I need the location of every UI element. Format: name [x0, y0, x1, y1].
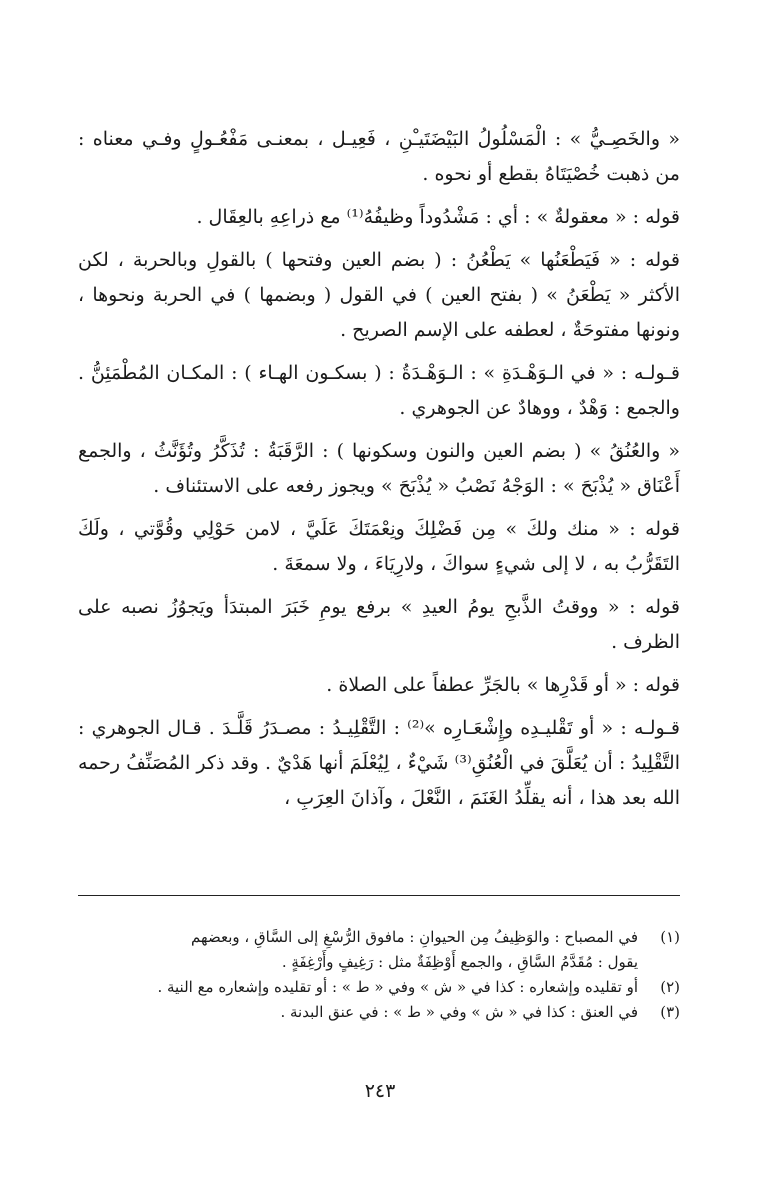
- paragraph-minka-walak: قوله : « منك ولكَ » مِن فَضْلِكَ ونِعْمَتَكَ عَلَيَّ ، لامن حَوْلِي وقُوَّتي ، ولَكَ التَقَرُّبُ به ، لا إلى شيءٍ سواكَ ، ولارِيَاءَ ، ولا سمعَةَ .: [78, 518, 680, 575]
- paragraph-waqt-adh-dhabh: قوله : « ووقتُ الذَّبحِ يومُ العيدِ » برفع يومِ خَبَرَ المبتدَأ ويَجوُزُ نصبه على الظرف .: [78, 596, 680, 653]
- page-number: ٢٤٣: [364, 1080, 396, 1102]
- footnote-number: (١): [660, 928, 680, 946]
- footnote-text: في العنق : كذا في « ش » وفي « ط » : في عنق البدنة .: [280, 1003, 638, 1021]
- paragraph-taqlid: قـولـه : « أو تَقْليـدِه وإِشْعَـارِه »⁽²⁾ : التَّقْلِيـدُ : مصـدَرُ قَلَّـدَ . قـال الجوهري : التَّقْلِيدُ : أن يُعَلَّقَ في الْعُنُقِ⁽³⁾ شَيْءٌ ، لِيُعْلَمَ أنها هَدْيٌ . وقد ذكر المُصَنِّفُ رحمه الله بعد هذا ، أنه يقلِّدُ الغَنَمَ ، النَّعْلَ ، وآذانَ العِرَبِ ،: [78, 717, 680, 809]
- paragraph-yatanuha: قوله : « فَيَطْعَنُها » يَطْعُنُ : ( بضم العين وفتحها ) بالقولِ وبالحربة ، لكن الأكثر « يَطْعَنُ » ( بفتح العين ) في القول ( وبضمها ) في الحربة ونحوها ، ونونها مفتوحَةٌ ، لعطفه على الإسم الصريح .: [78, 249, 680, 341]
- paragraph-maqula: قوله : « معقولةٌ » : أي : مَشْدُوداً وظيفُهُ⁽¹⁾ مع ذراعِهِ بالعِقَال .: [196, 206, 680, 228]
- footnote-1-continuation: يقول : مُقَدَّمُ السَّاقِ ، والجمع أَوْظِفَةٌ مثل : رَغِيفٍ وأَرْغِفَةٍ .: [281, 953, 638, 971]
- footnote-text: أو تقليده وإشعاره : كذا في « ش » وفي « ط » : أو تقليده وإشعاره مع النية .: [157, 978, 638, 996]
- footnotes: [78, 925, 680, 1025]
- footnote-divider: [78, 895, 680, 896]
- footnote-2: [78, 975, 680, 1000]
- footnote-3: [78, 1000, 680, 1025]
- footnote-text: في المصباح : والوَظِيفُ مِن الحيوانِ : مافوق الرُّسْغِ إلى السَّاقِ ، وبعضهم: [191, 928, 638, 946]
- paragraph-unuq: « والعُنُقُ » ( بضم العين والنون وسكونها ) : الرَّقَبَةُ : تُذَكَّرُ وتُؤَنَّثُ ، والجمع أَعْنَاق « يُذْبَحَ » : الوَجْهُ نَصْبُ « يُذْبَحَ » ويجوز رفعه على الاستئناف .: [78, 440, 680, 497]
- footnote-number: (٣): [660, 1003, 680, 1021]
- footnote-number: (٢): [660, 978, 680, 996]
- paragraph-wahda: قـولـه : « في الـوَهْـدَةِ » : الـوَهْـدَةُ : ( بسكـون الهـاء ) : المكـان المُطْمَئِنُّ . والجمع : وَهْدٌ ، ووهادٌ عن الجوهري .: [78, 362, 680, 419]
- footnote-1: [78, 925, 680, 950]
- paragraph-khasi: « والخَصِـيُّ » : الْمَسْلُولُ البَيْضَتَيـْنِ ، فَعِيـل ، بمعنـى مَفْعُـولٍ وفـي معناه : من ذهبت خُصْيَتَاهُ بقطع أو نحوه .: [78, 128, 680, 185]
- main-text: [78, 122, 680, 824]
- paragraph-qadriha: قوله : « أو قَدْرِها » بالجَرِّ عطفاً على الصلاة .: [326, 674, 680, 696]
